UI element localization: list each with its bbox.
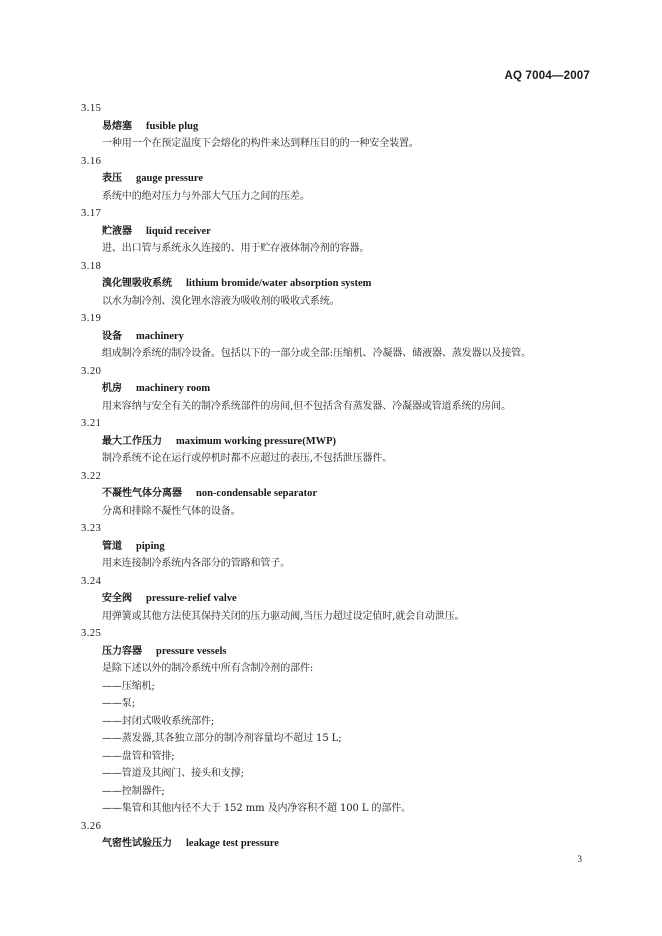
definition-line: 用弹簧或其他方法使其保持关闭的压力驱动阀,当压力超过设定值时,就会自动泄压。 xyxy=(102,610,465,622)
term-heading xyxy=(81,433,601,451)
term-entry xyxy=(81,520,601,573)
term-entry xyxy=(81,573,601,626)
term-heading xyxy=(81,538,601,556)
term-heading xyxy=(81,170,601,188)
term-heading xyxy=(81,485,601,503)
term-chinese: 贮液器 xyxy=(102,225,132,237)
term-chinese: 安全阀 xyxy=(102,593,132,604)
term-heading xyxy=(81,643,601,661)
clause-number: 3.22 xyxy=(81,470,102,482)
term-english: lithium bromide/water absorption system xyxy=(186,278,372,289)
term-chinese: 表压 xyxy=(102,173,122,184)
term-english: piping xyxy=(136,540,165,552)
clause-number: 3.17 xyxy=(81,208,102,219)
term-english: liquid receiver xyxy=(146,225,211,237)
term-entry xyxy=(81,205,601,258)
term-chinese: 易熔塞 xyxy=(102,120,132,132)
term-chinese: 气密性试验压力 xyxy=(102,838,172,849)
term-heading xyxy=(81,380,601,398)
term-heading xyxy=(81,835,601,853)
definition-line: ——控制器件; xyxy=(102,785,165,797)
term-english: pressure-relief valve xyxy=(146,593,237,604)
definition-line: ——压缩机; xyxy=(102,680,155,692)
term-entry xyxy=(81,468,601,521)
definition-line: ——封闭式吸收系统部件; xyxy=(102,715,215,727)
clause-number: 3.18 xyxy=(81,260,102,272)
term-english: maximum working pressure(MWP) xyxy=(176,435,337,447)
clause-number: 3.15 xyxy=(81,103,102,114)
term-english: fusible plug xyxy=(146,120,199,132)
term-chinese: 压力容器 xyxy=(102,645,142,657)
clause-number: 3.23 xyxy=(81,523,102,534)
definition-line: ——蒸发器,其各独立部分的制冷剂容量均不超过 15 L; xyxy=(102,733,342,744)
term-heading xyxy=(81,118,601,136)
term-chinese: 最大工作压力 xyxy=(102,435,162,447)
term-entry xyxy=(81,258,601,311)
term-entry xyxy=(81,818,601,853)
term-entry xyxy=(81,310,601,363)
clause-number: 3.16 xyxy=(81,155,102,167)
clause-number: 3.26 xyxy=(81,820,102,832)
term-chinese: 溴化锂吸收系统 xyxy=(102,278,172,289)
definition-line: 组成制冷系统的制冷设备。包括以下的一部分或全部:压缩机、冷凝器、储液器、蒸发器以及接管。 xyxy=(102,348,531,359)
definition-line: 进、出口管与系统永久连接的、用于贮存液体制冷剂的容器。 xyxy=(102,243,370,254)
term-english: machinery room xyxy=(136,383,211,394)
term-entry xyxy=(81,153,601,206)
clause-number: 3.20 xyxy=(81,365,102,377)
term-entry xyxy=(81,100,601,153)
term-heading xyxy=(81,275,601,293)
definition-line: 用来容纳与安全有关的制冷系统部件的房间,但不包括含有蒸发器、冷凝器或管道系统的房间。 xyxy=(102,400,511,412)
clause-number: 3.19 xyxy=(81,313,102,324)
term-chinese: 不凝性气体分离器 xyxy=(102,488,182,499)
term-entry xyxy=(81,363,601,416)
term-chinese: 机房 xyxy=(102,383,122,394)
term-chinese: 管道 xyxy=(102,540,122,552)
definition-line: 分离和排除不凝性气体的设备。 xyxy=(102,505,241,517)
term-english: machinery xyxy=(136,330,184,342)
term-english: non-condensable separator xyxy=(196,488,318,499)
definition-line: 以水为制冷剂、溴化锂水溶液为吸收剂的吸收式系统。 xyxy=(102,295,340,307)
definition-line: 一种用一个在预定温度下会熔化的构件来达到释压目的的一种安全装置。 xyxy=(102,138,419,149)
term-english: pressure vessels xyxy=(156,645,227,657)
term-entry xyxy=(81,415,601,468)
definition-line: ——泵; xyxy=(102,698,135,709)
clause-number: 3.21 xyxy=(81,418,102,429)
page-number: 3 xyxy=(577,854,582,864)
term-heading xyxy=(81,223,601,241)
term-chinese: 设备 xyxy=(102,330,122,342)
definition-line: 系统中的绝对压力与外部大气压力之间的压差。 xyxy=(102,190,310,202)
definition-line: ——集管和其他内径不大于 152 mm 及内净容积不超 100 L 的部件。 xyxy=(102,803,412,814)
definition-line: 是除下述以外的制冷系统中所有含制冷剂的部件: xyxy=(102,663,314,674)
definition-line: ——盘管和管排; xyxy=(102,750,175,762)
term-english: gauge pressure xyxy=(136,173,203,184)
term-english: leakage test pressure xyxy=(186,838,279,849)
clause-number: 3.24 xyxy=(81,575,102,587)
term-entry xyxy=(81,625,601,818)
term-heading xyxy=(81,590,601,608)
clause-number: 3.25 xyxy=(81,628,102,639)
standard-code-header: AQ 7004—2007 xyxy=(504,70,590,82)
terms-list xyxy=(81,100,601,853)
term-heading xyxy=(81,328,601,346)
definition-line: 制冷系统不论在运行或停机时都不应超过的表压,不包括泄压器件。 xyxy=(102,453,393,464)
definition-line: 用来连接制冷系统内各部分的管路和管子。 xyxy=(102,558,291,569)
definition-line: ——管道及其阀门、接头和支撑; xyxy=(102,768,244,779)
